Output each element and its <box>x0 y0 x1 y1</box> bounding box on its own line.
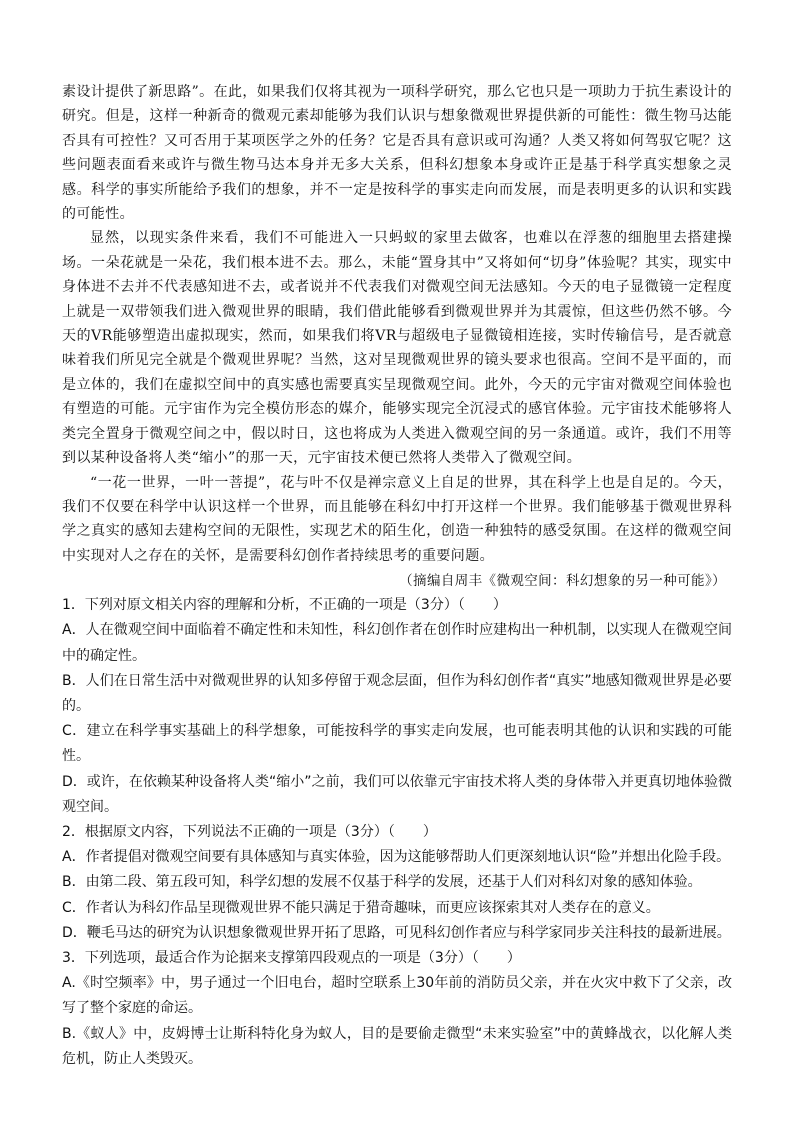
option-c: C．作者认为科幻作品呈现微观世界不能只满足于猎奇趣味，而更应该探索其对人类存在的意义。 <box>62 899 660 916</box>
question-stem: 3．下列选项，最适合作为论据来支撑第四段观点的一项是（3分）（ ） <box>62 949 521 966</box>
option-b: B．人们在日常生活中对微观世界的认知多停留于观念层面，但作为科幻创作者“真实”地感知微观世界是必要的。 <box>62 672 732 714</box>
option-a: A.《时空频率》中，男子通过一个旧电台，超时空联系上30年前的消防员父亲，并在火灾中救下了父亲，改写了整个家庭的命运。 <box>62 975 732 1017</box>
option-c: C．建立在科学事实基础上的科学想象，可能按科学的事实走向发展，也可能表明其他的认识和实践的可能性。 <box>62 723 732 765</box>
passage-paragraph-1: 素设计提供了新思路”。在此，如果我们仅将其视为一项科学研究，那么它也只是一项助力于抗生素设计的研究。但是，这样一种新奇的微观元素却能够为我们认识与想象微观世界提供新的可能性：微生物马达能否具有可控性？又可否用于某项医学之外的任务？它是否具有意识或可沟通？人类又将如何驾驭它呢？这些问题表面看来或许与微生物马达本身并无多大关系，但科幻想象本身或许正是基于科学真实想象之灵感。科学的事实所能给予我们的想象，并不一定是按科学的事实走向而发展，而是表明更多的认识和实践的可能性。 <box>62 84 732 223</box>
passage-source: （摘编自周丰《微观空间：科幻想象的另一种可能》） <box>399 573 726 590</box>
question-3 <box>62 946 732 1072</box>
option-b: B.《蚁人》中，皮姆博士让斯科特化身为蚁人，目的是要偷走微型“未来实验室”中的黄蜂战衣，以化解人类危机，防止人类毁灭。 <box>62 1025 732 1067</box>
option-d: D．鞭毛马达的研究为认识想象微观世界开拓了思路，可见科幻创作者应与科学家同步关注科技的最新进展。 <box>62 924 731 941</box>
option-a: A．人在微观空间中面临着不确定性和未知性，科幻创作者在创作时应建构出一种机制，以实现人在微观空间中的确定性。 <box>62 622 732 664</box>
question-2 <box>62 820 732 946</box>
questions <box>62 593 732 1072</box>
option-d: D．或许，在依赖某种设备将人类“缩小”之前，我们可以依靠元宇宙技术将人类的身体带入并更真切地体验微观空间。 <box>62 773 732 815</box>
passage <box>62 80 732 593</box>
question-1 <box>62 593 732 820</box>
option-b: B．由第二段、第五段可知，科学幻想的发展不仅基于科学的发展，还基于人们对科幻对象的感知体验。 <box>62 874 702 891</box>
passage-paragraph-3: “一花一世界，一叶一菩提”，花与叶不仅是禅宗意义上自足的世界，其在科学上也是自足的。今天，我们不仅要在科学中认识这样一个世界，而且能够在科幻中打开这样一个世界。我们能够基于微观世界科学之真实的感知去建构空间的无限性，实现艺术的陌生化，创造一种独特的感受氛围。在这样的微观空间中实现对人之存在的关怀，是需要科幻创作者持续思考的重要问题。 <box>62 474 732 564</box>
question-stem: 2．根据原文内容，下列说法不正确的一项是（3分）（ ） <box>62 823 437 840</box>
option-a: A．作者提倡对微观空间要有具体感知与真实体验，因为这能够帮助人们更深刻地认识“险”并想出化险手段。 <box>62 849 731 866</box>
question-stem: 1．下列对原文相关内容的理解和分析，不正确的一项是（3分）（ ） <box>62 597 507 614</box>
passage-paragraph-2: 显然，以现实条件来看，我们不可能进入一只蚂蚁的家里去做客，也难以在浮葱的细胞里去搭建操场。一朵花就是一朵花，我们根本进不去。那么，未能“置身其中”又将如何“切身”体验呢？其实，现实中身体进不去并不代表感知进不去，或者说并不代表我们对微观空间无法感知。今天的电子显微镜一定程度上就是一双带领我们进入微观世界的眼睛，我们借此能够看到微观世界并为其震惊，但这些仍然不够。今天的VR能够塑造出虚拟现实，然而，如果我们将VR与超级电子显微镜相连接，实时传输信号，是否就意味着我们所见完全就是个微观世界呢？当然，这对呈现微观世界的镜头要求也很高。空间不是平面的，而是立体的，我们在虚拟空间中的真实感也需要真实呈现微观空间。此外，今天的元宇宙对微观空间体验也有塑造的可能。元宇宙作为完全模仿形态的媒介，能够实现完全沉浸式的感官体验。元宇宙技术能够将人类完全置身于微观空间之中，假以时日，这也将成为人类进入微观空间的另一条通道。或许，我们不用等到以某种设备将人类“缩小”的那一天，元宇宙技术便已然将人类带入了微观空间。 <box>62 230 732 467</box>
